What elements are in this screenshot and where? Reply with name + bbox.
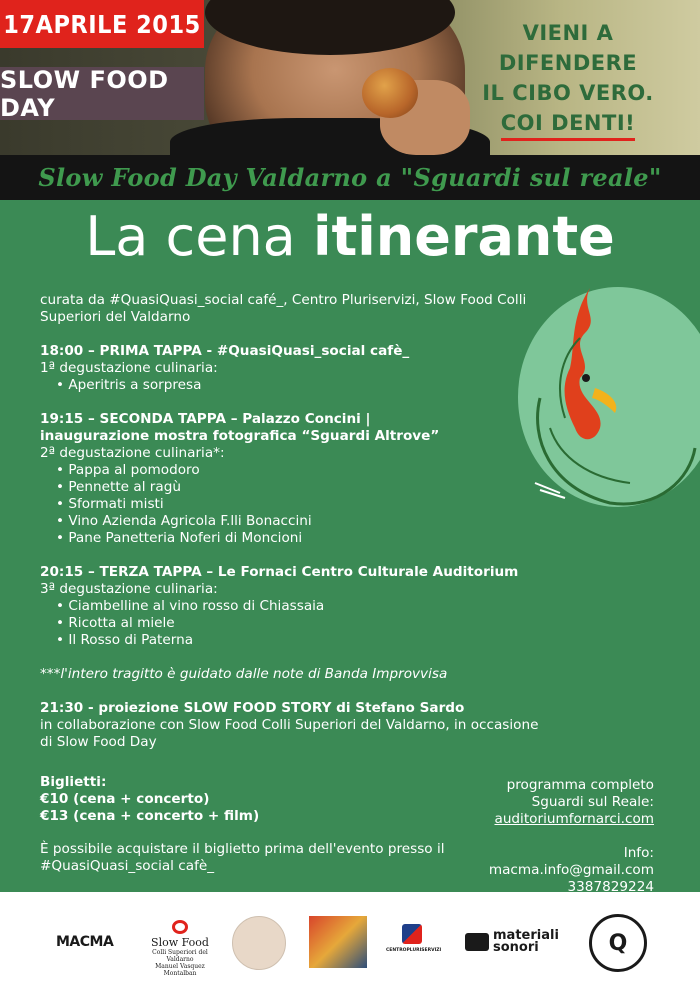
centro-text: CENTROPLURISERVIZI <box>386 948 442 953</box>
centro-mark-icon <box>402 924 422 944</box>
hero-banner <box>0 0 700 155</box>
centro-pluriservizi-logo <box>386 924 442 953</box>
portrait-logo <box>232 916 286 970</box>
slogan <box>458 18 678 141</box>
tickets <box>40 774 400 825</box>
website-link[interactable]: auditoriumfornarci.com <box>494 811 654 827</box>
snail-icon <box>172 920 188 934</box>
subtitle-band <box>0 155 700 200</box>
materiali-text-2: sonori <box>493 940 539 955</box>
title-bold: itinerante <box>312 205 615 268</box>
menu-item: • Pappa al pomodoro <box>56 462 540 479</box>
page-title <box>0 202 700 272</box>
phone-text: 3387829224 <box>567 879 654 892</box>
menu-item: • Il Rosso di Paterna <box>56 632 540 649</box>
slowfood-sub2: Manuel Vasquez Montalban <box>155 963 205 977</box>
date-badge: 17APRILE 2015 <box>0 0 204 48</box>
stage-2-label: 2ª degustazione culinaria*: <box>40 445 225 461</box>
buy-note: È possibile acquistare il biglietto prima dell'evento presso il #QuasiQuasi_social cafè_ <box>40 841 445 874</box>
menu-item: • Ricotta al miele <box>56 615 540 632</box>
stage-3-heading: 20:15 – TERZA TAPPA – Le Fornaci Centro Culturale Auditorium <box>40 564 519 580</box>
slogan-line-3: COI DENTI! <box>501 108 635 141</box>
menu-item: • Aperitris a sorpresa <box>56 377 540 394</box>
slowfood-logo <box>140 920 220 977</box>
stage-3-menu <box>40 598 540 649</box>
event-badge: SLOW FOOD DAY <box>0 67 204 120</box>
materiali-sonori-logo <box>465 930 559 954</box>
quasiquasi-logo: Q <box>589 914 647 972</box>
program-content <box>40 292 540 751</box>
slogan-line-2: IL CIBO VERO. <box>482 81 654 105</box>
screening-text: in collaborazione con Slow Food Colli Superiori del Valdarno, in occasione di Slow Food Day <box>40 717 539 750</box>
screening-heading: 21:30 - proiezione SLOW FOOD STORY di Stefano Sardo <box>40 700 465 716</box>
program-line-2: Sguardi sul Reale: <box>531 794 654 810</box>
ticket-option-1: €10 (cena + concerto) <box>40 791 210 807</box>
menu-item: • Pane Panetteria Noferi di Moncioni <box>56 530 540 547</box>
menu-item: • Ciambelline al vino rosso di Chiassaia <box>56 598 540 615</box>
slowfood-sub: Colli Superiori del Valdarno <box>152 949 208 963</box>
main-panel <box>0 200 700 892</box>
rooster-illustration <box>520 278 700 518</box>
subtitle-text: Slow Food Day Valdarno a "Sguardi sul reale" <box>38 163 662 192</box>
title-light: La cena <box>85 205 313 268</box>
sponsor-logos <box>0 892 700 990</box>
intro-text: curata da #QuasiQuasi_social café_, Centro Pluriservizi, Slow Food Colli Superiori del Valdarno <box>40 292 527 325</box>
music-note: ***l'intero tragitto è guidato dalle note di Banda Improvvisa <box>40 666 448 682</box>
slogan-line-1: VIENI A DIFENDERE <box>498 21 638 75</box>
stage-1-label: 1ª degustazione culinaria: <box>40 360 218 376</box>
materiali-icon <box>465 933 489 951</box>
stage-3-label: 3ª degustazione culinaria: <box>40 581 218 597</box>
stage-1-menu <box>40 377 540 394</box>
info-label: Info: <box>623 845 654 861</box>
apple-image <box>362 68 418 118</box>
stage-2-heading: 19:15 – SECONDA TAPPA – Palazzo Concini | <box>40 411 371 427</box>
stage-2-heading-2: inaugurazione mostra fotografica “Sguardi Altrove” <box>40 428 440 444</box>
info-panel <box>414 777 654 892</box>
program-line-1: programma completo <box>506 777 654 793</box>
materiali-text-1: materiali <box>493 928 559 943</box>
stage-1-heading: 18:00 – PRIMA TAPPA - #QuasiQuasi_social cafè_ <box>40 343 410 359</box>
book-cover-logo <box>309 916 367 968</box>
email-text: macma.info@gmail.com <box>488 862 654 878</box>
menu-item: • Vino Azienda Agricola F.lli Bonaccini <box>56 513 540 530</box>
tickets-label: Biglietti: <box>40 774 107 790</box>
stage-2-menu <box>40 462 540 547</box>
slowfood-name: Slow Food <box>151 936 209 949</box>
ticket-option-2: €13 (cena + concerto + film) <box>40 808 260 824</box>
menu-item: • Pennette al ragù <box>56 479 540 496</box>
menu-item: • Sformati misti <box>56 496 540 513</box>
macma-logo: MACMA <box>56 934 114 950</box>
